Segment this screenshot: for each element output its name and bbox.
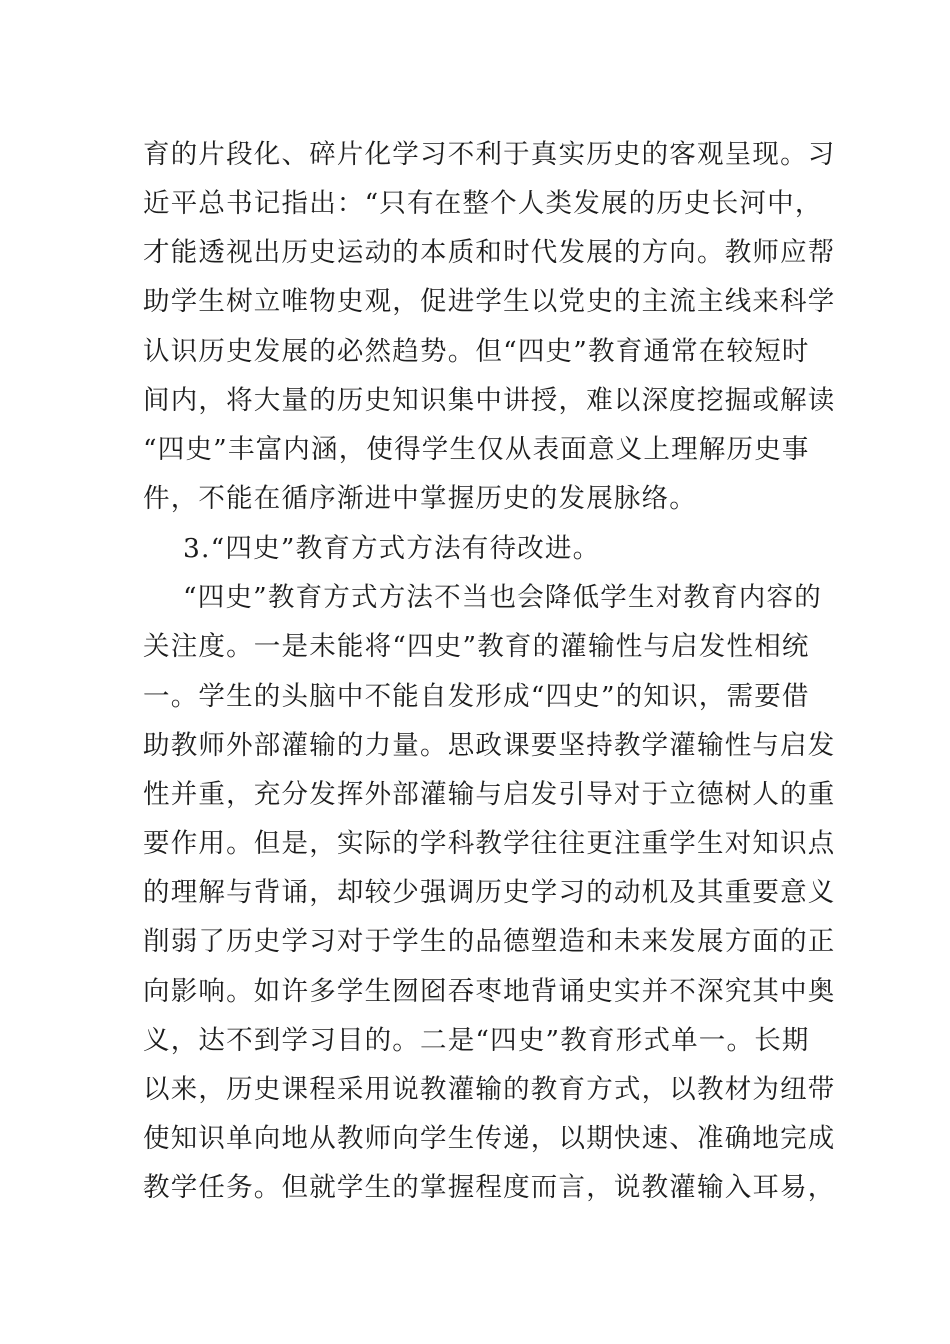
text-line: 以来，历史课程采用说教灌输的教育方式，以教材为纽带 <box>143 1074 836 1105</box>
text-line: 才能透视出历史运动的本质和时代发展的方向。教师应帮 <box>143 237 836 268</box>
text-line: “四史”丰富内涵，使得学生仅从表面意义上理解历史事 <box>143 434 810 465</box>
text-line: 性并重，充分发挥外部灌输与启发引导对于立德树人的重 <box>143 779 836 810</box>
text-line: 使知识单向地从教师向学生传递，以期快速、准确地完成 <box>143 1123 836 1154</box>
paragraph-first-line: “四史”教育方式方法不当也会降低学生对教育内容的 <box>183 582 822 613</box>
text-line: 义，达不到学习目的。二是“四史”教育形式单一。长期 <box>143 1025 810 1056</box>
text-line: 的理解与背诵，却较少强调历史学习的动机及其重要意义 <box>143 877 836 908</box>
text-line: 要作用。但是，实际的学科教学往往更注重学生对知识点 <box>143 828 836 859</box>
text-line: 一。学生的头脑中不能自发形成“四史”的知识，需要借 <box>143 681 810 712</box>
text-line: 育的片段化、碎片化学习不利于真实历史的客观呈现。习 <box>143 139 836 170</box>
text-line: 认识历史发展的必然趋势。但“四史”教育通常在较短时 <box>143 336 810 367</box>
text-line: 助教师外部灌输的力量。思政课要坚持教学灌输性与启发 <box>143 730 836 761</box>
text-line: 向影响。如许多学生囫囵吞枣地背诵史实并不深究其中奥 <box>143 976 836 1007</box>
text-line: 件，不能在循序渐进中掌握历史的发展脉络。 <box>143 483 697 514</box>
text-line: 教学任务。但就学生的掌握程度而言，说教灌输入耳易， <box>143 1172 836 1203</box>
text-line: 间内，将大量的历史知识集中讲授，难以深度挖掘或解读 <box>143 385 836 416</box>
section-heading: 3.“四史”教育方式方法有待改进。 <box>183 533 601 564</box>
text-line: 关注度。一是未能将“四史”教育的灌输性与启发性相统 <box>143 631 810 662</box>
text-line: 削弱了历史学习对于学生的品德塑造和未来发展方面的正 <box>143 926 836 957</box>
text-line: 助学生树立唯物史观，促进学生以党史的主流主线来科学 <box>143 286 836 317</box>
text-line: 近平总书记指出：“只有在整个人类发展的历史长河中， <box>143 188 823 219</box>
